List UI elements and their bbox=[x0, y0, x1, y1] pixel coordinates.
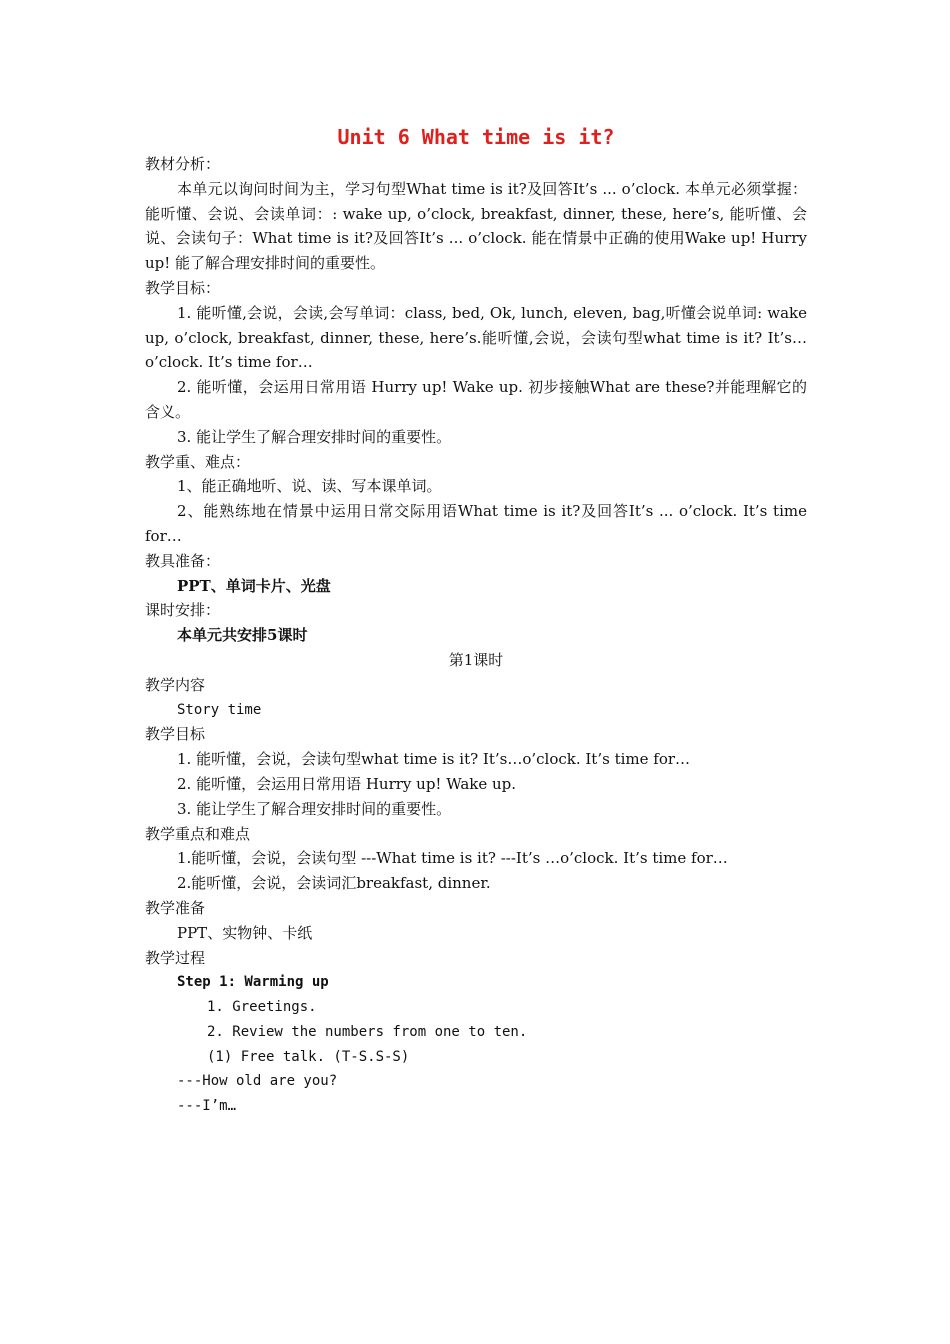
analysis-paragraph: 本单元以询问时间为主，学习句型What time is it?及回答It’s ... o’clock. 本单元必须掌握：能听懂、会说、会读单词：: wake up, o’clock, breakfast, dinner, these, here’s, 能听懂、会说、会读句子：What time is it?及回答It’s ... o’clock. 能在情景中正确的使用Wake up! Hurry up! 能了解合理安排时间的重要性。 bbox=[145, 179, 807, 273]
schedule-heading: 课时安排： bbox=[145, 601, 221, 620]
goal-item-2: 2. 能听懂，会运用日常用语 Hurry up! Wake up. 初步接触What are these?并能理解它的含义。 bbox=[145, 378, 807, 421]
lesson-goals-heading: 教学目标 bbox=[145, 725, 206, 744]
free-talk: (1) Free talk. (T-S.S-S) bbox=[207, 1048, 410, 1065]
lesson-key-1: 1.能听懂，会说，会读句型 ---What time is it? ---It’s …o’clock. It’s time for… bbox=[177, 849, 728, 868]
goal-item-3: 3. 能让学生了解合理安排时间的重要性。 bbox=[177, 427, 452, 446]
process-heading: 教学过程 bbox=[145, 948, 206, 967]
content-heading: 教学内容 bbox=[145, 675, 206, 694]
content-value: Story time bbox=[177, 701, 262, 718]
key-points-heading: 教学重、难点： bbox=[145, 452, 251, 471]
lesson-key-heading: 教学重点和难点 bbox=[145, 824, 251, 843]
prep-heading: 教学准备 bbox=[145, 898, 206, 917]
key-point-1: 1、能正确地听、说、读、写本课单词。 bbox=[177, 477, 442, 496]
prep-value: PPT、实物钟、卡纸 bbox=[177, 923, 313, 942]
lesson-heading: 第1课时 bbox=[448, 650, 504, 669]
dialog-line-1: ---How old are you? bbox=[177, 1073, 338, 1090]
key-point-2: 2、能熟练地在情景中运用日常交际用语What time is it?及回答It’s ... o’clock. It’s time for… bbox=[145, 502, 807, 545]
step-1-item-1: 1. Greetings. bbox=[207, 999, 317, 1016]
step-1-item-2: 2. Review the numbers from one to ten. bbox=[207, 1023, 528, 1040]
lesson-goal-2: 2. 能听懂，会运用日常用语 Hurry up! Wake up. bbox=[177, 774, 517, 793]
document-body bbox=[145, 124, 807, 1119]
materials-value: PPT、单词卡片、光盘 bbox=[177, 576, 331, 595]
lesson-goal-1: 1. 能听懂，会说，会读句型what time is it? It’s…o’clock. It’s time for… bbox=[177, 750, 691, 769]
analysis-heading: 教材分析： bbox=[145, 155, 221, 173]
dialog-line-2: ---I’m… bbox=[177, 1098, 237, 1115]
lesson-goal-3: 3. 能让学生了解合理安排时间的重要性。 bbox=[177, 799, 452, 818]
schedule-value: 本单元共安排5课时 bbox=[177, 626, 308, 645]
materials-heading: 教具准备： bbox=[145, 551, 221, 570]
lesson-key-2: 2.能听懂，会说，会读词汇breakfast, dinner. bbox=[177, 874, 491, 893]
goal-item-1: 1. 能听懂,会说，会读,会写单词：class, bed, Ok, lunch, eleven, bag,听懂会说单词: wake up, o’clock, breakfast, dinner, these, here’s.能听懂,会说，会读句型what time is it? It’s…o’clock. It’s time for… bbox=[145, 303, 807, 372]
page-title: Unit 6 What time is it? bbox=[337, 125, 615, 149]
goals-heading: 教学目标： bbox=[145, 278, 221, 297]
step-1-heading: Step 1: Warming up bbox=[177, 974, 329, 991]
